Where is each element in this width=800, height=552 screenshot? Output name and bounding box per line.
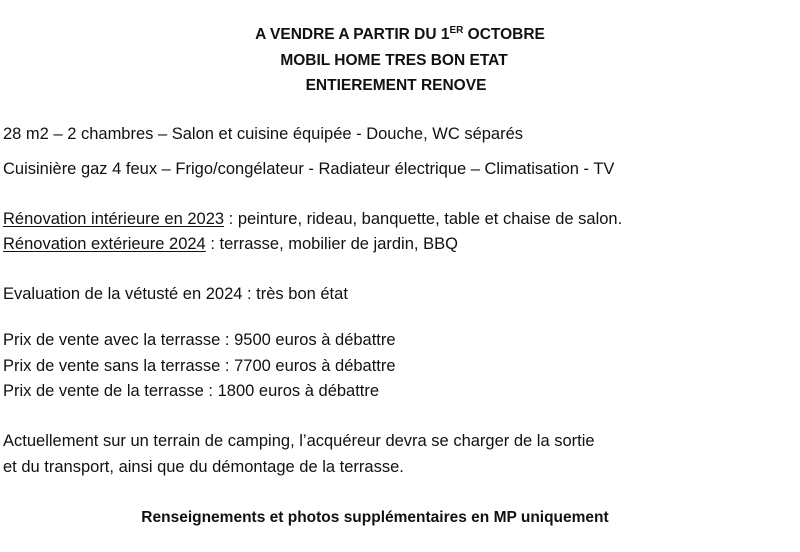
heading-line-1 xyxy=(0,25,800,45)
heading-month-text: OCTOBRE xyxy=(463,26,545,43)
heading-line-2: MOBIL HOME TRES BON ETAT xyxy=(280,52,508,69)
renovation-interior xyxy=(3,209,622,229)
price-without-terrace: Prix de vente sans la terrasse : 7700 euros à débattre xyxy=(3,357,396,375)
heading-line-3: ENTIEREMENT RENOVE xyxy=(305,77,487,94)
heading-ordinal-sup: ER xyxy=(449,24,464,36)
renovation-exterior-text: : terrasse, mobilier de jardin, BBQ xyxy=(205,235,458,253)
conditions-line-1: Actuellement sur un terrain de camping, l’acquéreur devra se charger de la sortie xyxy=(3,432,595,450)
price-terrace-only: Prix de vente de la terrasse : 1800 euros à débattre xyxy=(3,382,380,400)
features-line-2: Cuisinière gaz 4 feux – Frigo/congélateur - Radiateur électrique – Climatisation - TV xyxy=(3,160,615,178)
evaluation-line: Evaluation de la vétusté en 2024 : très bon état xyxy=(3,285,348,303)
renovation-exterior-label: Rénovation extérieure 2024 xyxy=(3,235,206,253)
footer-contact-note: Renseignements et photos supplémentaires en MP uniquement xyxy=(141,509,609,526)
renovation-exterior xyxy=(3,234,458,254)
heading-date-text: A VENDRE A PARTIR DU 1 xyxy=(255,26,450,43)
price-with-terrace: Prix de vente avec la terrasse : 9500 euros à débattre xyxy=(3,331,396,349)
conditions-line-2: et du transport, ainsi que du démontage de la terrasse. xyxy=(3,458,404,476)
features-line-1: 28 m2 – 2 chambres – Salon et cuisine équipée - Douche, WC séparés xyxy=(3,125,524,143)
renovation-interior-text: : peinture, rideau, banquette, table et chaise de salon. xyxy=(224,210,623,228)
renovation-interior-label: Rénovation intérieure en 2023 xyxy=(3,210,225,228)
